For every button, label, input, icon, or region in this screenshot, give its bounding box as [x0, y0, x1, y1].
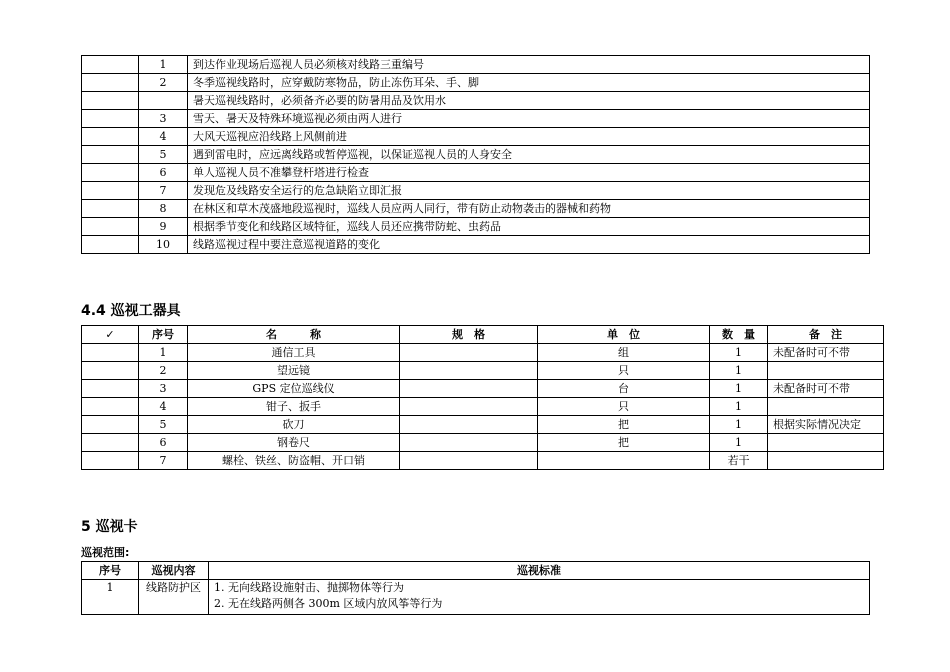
tool-remark [768, 362, 884, 380]
tool-row [82, 344, 884, 362]
precaution-text: 冬季巡视线路时，应穿戴防寒物品，防止冻伤耳朵、手、脚 [188, 74, 870, 92]
precaution-row [82, 236, 870, 254]
check-cell [82, 146, 139, 164]
precaution-number: 4 [139, 128, 188, 146]
precaution-text: 根据季节变化和线路区域特征，巡线人员还应携带防蛇、虫药品 [188, 218, 870, 236]
card-content-column-header: 巡视内容 [139, 562, 209, 580]
precaution-row [82, 56, 870, 74]
precautions-table [81, 55, 870, 254]
precaution-number [139, 92, 188, 110]
card-table-header-row [82, 562, 870, 580]
tool-check-cell [82, 398, 139, 416]
precaution-number: 8 [139, 200, 188, 218]
tool-number: 1 [139, 344, 188, 362]
tool-row [82, 398, 884, 416]
tool-number: 2 [139, 362, 188, 380]
tool-name: 钢卷尺 [188, 434, 400, 452]
tool-spec [400, 362, 538, 380]
check-cell [82, 218, 139, 236]
tool-row [82, 416, 884, 434]
precaution-text: 在林区和草木茂盛地段巡视时，巡线人员应两人同行，带有防止动物袭击的器械和药物 [188, 200, 870, 218]
no-column-header: 序号 [139, 326, 188, 344]
tool-quantity: 若干 [710, 452, 768, 470]
tool-unit [538, 452, 710, 470]
tool-remark: 未配备时可不带 [768, 344, 884, 362]
tool-row [82, 380, 884, 398]
tool-spec [400, 434, 538, 452]
name-column-header: 名 称 [188, 326, 400, 344]
tools-table-body [82, 344, 884, 470]
check-cell [82, 236, 139, 254]
check-cell [82, 92, 139, 110]
precaution-row [82, 218, 870, 236]
tool-quantity: 1 [710, 380, 768, 398]
precaution-text: 发现危及线路安全运行的危急缺陷立即汇报 [188, 182, 870, 200]
precaution-row [82, 128, 870, 146]
precaution-text: 雪天、暑天及特殊环境巡视必须由两人进行 [188, 110, 870, 128]
precaution-text: 到达作业现场后巡视人员必须核对线路三重编号 [188, 56, 870, 74]
tool-check-cell [82, 434, 139, 452]
tool-check-cell [82, 452, 139, 470]
remark-column-header: 备 注 [768, 326, 884, 344]
tool-row [82, 452, 884, 470]
tool-unit: 组 [538, 344, 710, 362]
tool-remark: 未配备时可不带 [768, 380, 884, 398]
tool-number: 6 [139, 434, 188, 452]
tool-unit: 台 [538, 380, 710, 398]
precaution-row [82, 182, 870, 200]
precaution-number: 5 [139, 146, 188, 164]
tool-spec [400, 452, 538, 470]
standard-item: 2. 无在线路两侧各 300m 区域内放风筝等行为 [214, 597, 443, 610]
check-cell [82, 182, 139, 200]
tool-number: 7 [139, 452, 188, 470]
tool-remark [768, 434, 884, 452]
tool-name: 砍刀 [188, 416, 400, 434]
card-no-column-header: 序号 [82, 562, 139, 580]
tools-section-title: 4.4 巡视工器具 [81, 303, 181, 319]
check-cell [82, 74, 139, 92]
card-row-number: 1 [82, 580, 139, 615]
tool-spec [400, 344, 538, 362]
precaution-row [82, 200, 870, 218]
tool-remark: 根据实际情况决定 [768, 416, 884, 434]
precaution-text: 遇到雷电时，应远离线路或暂停巡视，以保证巡视人员的人身安全 [188, 146, 870, 164]
tool-check-cell [82, 362, 139, 380]
check-cell [82, 110, 139, 128]
tool-number: 5 [139, 416, 188, 434]
tools-table-header-row [82, 326, 884, 344]
card-standard-column-header: 巡视标准 [209, 562, 870, 580]
precaution-text: 单人巡视人员不准攀登杆塔进行检查 [188, 164, 870, 182]
tool-name: GPS 定位巡线仪 [188, 380, 400, 398]
tool-unit: 把 [538, 416, 710, 434]
tools-table [81, 325, 884, 470]
tool-row [82, 362, 884, 380]
precaution-row [82, 164, 870, 182]
tool-spec [400, 398, 538, 416]
precaution-number: 2 [139, 74, 188, 92]
qty-column-header: 数 量 [710, 326, 768, 344]
tool-name: 钳子、扳手 [188, 398, 400, 416]
unit-column-header: 单 位 [538, 326, 710, 344]
card-row-standards [209, 580, 870, 615]
precaution-text: 大风天巡视应沿线路上风侧前进 [188, 128, 870, 146]
tool-name: 望远镜 [188, 362, 400, 380]
standard-item: 1. 无向线路设施射击、抛掷物体等行为 [214, 581, 404, 594]
precaution-text: 暑天巡视线路时，必须备齐必要的防暑用品及饮用水 [188, 92, 870, 110]
precaution-number: 7 [139, 182, 188, 200]
tool-quantity: 1 [710, 416, 768, 434]
precaution-number: 3 [139, 110, 188, 128]
card-section-title: 5 巡视卡 [81, 519, 138, 535]
tool-name: 螺栓、铁丝、防盗帽、开口销 [188, 452, 400, 470]
precaution-row [82, 74, 870, 92]
inspection-scope-label: 巡视范围: [81, 546, 130, 559]
check-cell [82, 56, 139, 74]
tool-name: 通信工具 [188, 344, 400, 362]
precautions-table-body [82, 56, 870, 254]
card-table-body [82, 580, 870, 615]
precaution-row [82, 110, 870, 128]
check-cell [82, 164, 139, 182]
precaution-number: 1 [139, 56, 188, 74]
tool-number: 4 [139, 398, 188, 416]
check-cell [82, 128, 139, 146]
tool-unit: 只 [538, 398, 710, 416]
precaution-row [82, 92, 870, 110]
card-row [82, 580, 870, 615]
tool-check-cell [82, 416, 139, 434]
tool-number: 3 [139, 380, 188, 398]
spec-column-header: 规 格 [400, 326, 538, 344]
tool-check-cell [82, 380, 139, 398]
tool-unit: 只 [538, 362, 710, 380]
tool-spec [400, 416, 538, 434]
tool-quantity: 1 [710, 362, 768, 380]
check-cell [82, 200, 139, 218]
check-column-header: ✓ [82, 326, 139, 344]
tool-quantity: 1 [710, 398, 768, 416]
inspection-card-table [81, 561, 870, 615]
tool-remark [768, 452, 884, 470]
tool-row [82, 434, 884, 452]
tool-quantity: 1 [710, 344, 768, 362]
precaution-row [82, 146, 870, 164]
tool-spec [400, 380, 538, 398]
tool-unit: 把 [538, 434, 710, 452]
tool-quantity: 1 [710, 434, 768, 452]
precaution-text: 线路巡视过程中要注意巡视道路的变化 [188, 236, 870, 254]
precaution-number: 6 [139, 164, 188, 182]
precaution-number: 9 [139, 218, 188, 236]
precaution-number: 10 [139, 236, 188, 254]
tool-remark [768, 398, 884, 416]
tool-check-cell [82, 344, 139, 362]
card-row-content: 线路防护区 [139, 580, 209, 615]
